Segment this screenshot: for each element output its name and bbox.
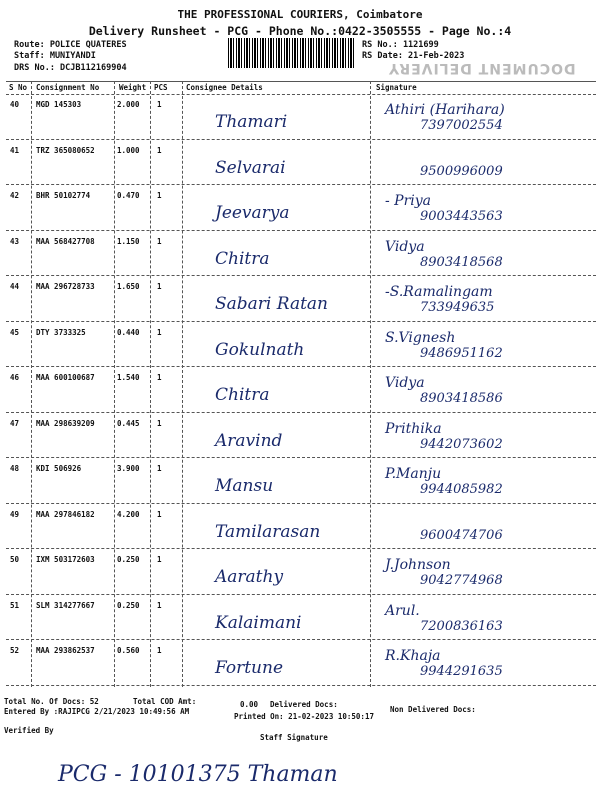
row-weight: 3.900 — [117, 464, 140, 473]
row-sno: 45 — [10, 327, 20, 337]
entered-by: Entered By :RAJIPCG 2/21/2023 10:49:56 AM — [4, 707, 190, 716]
row-divider — [6, 139, 596, 140]
row-weight: 4.200 — [117, 509, 140, 519]
row-weight: 1.650 — [117, 282, 140, 291]
row-signature-handwriting: Vidya — [385, 375, 425, 391]
row-consignment-no: IXM 503172603 — [36, 555, 95, 564]
barcode — [228, 38, 354, 68]
row-divider — [6, 412, 596, 413]
row-phone-handwriting: 733949635 — [420, 300, 495, 315]
row-divider — [6, 639, 596, 640]
row-consignment-no: DTY 3733325 — [36, 327, 86, 337]
row-divider — [6, 457, 596, 458]
row-divider — [6, 503, 596, 504]
row-weight: 1.000 — [117, 145, 140, 155]
row-phone-handwriting: 9042774968 — [420, 573, 503, 588]
row-consignee-handwriting: Selvarai — [215, 157, 286, 178]
row-consignee-handwriting: Kalaimani — [215, 612, 302, 633]
total-docs: Total No. Of Docs: 52 — [4, 697, 99, 706]
total-cod-label: Total COD Amt: — [133, 697, 197, 706]
row-pcs: 1 — [157, 600, 162, 610]
row-sno: 41 — [10, 145, 20, 155]
row-phone-handwriting: 9944085982 — [420, 482, 503, 497]
row-pcs: 1 — [157, 464, 162, 473]
row-signature-handwriting: J.Johnson — [385, 557, 451, 573]
row-consignee-handwriting: Tamilarasan — [215, 521, 321, 542]
drs-number: DRS No.: DCJB112169904 — [14, 63, 127, 73]
row-consignee-handwriting: Thamari — [215, 112, 288, 132]
row-sno: 40 — [10, 100, 20, 109]
row-signature-handwriting: Athiri (Harihara) — [385, 102, 505, 118]
row-consignment-no: KDI 506926 — [36, 464, 82, 473]
row-sno: 51 — [10, 600, 20, 610]
row-consignment-no: MAA 293862537 — [36, 646, 95, 655]
row-pcs: 1 — [157, 373, 162, 382]
route-label: Route: POLICE QUATERES — [14, 40, 127, 50]
row-sno: 48 — [10, 464, 20, 473]
col-weight: Weight — [119, 83, 147, 92]
row-phone-handwriting: 8903418568 — [420, 254, 503, 270]
row-consignee-handwriting: Chitra — [215, 385, 270, 405]
handwritten-note: PCG - 10101375 Thaman — [58, 762, 338, 787]
row-weight: 1.540 — [117, 373, 140, 382]
col-signature: Signature — [376, 83, 417, 92]
total-cod-value: 0.00 — [240, 700, 259, 709]
staff-signature-label: Staff Signature — [260, 733, 328, 742]
rs-number: RS No.: 1121699 — [362, 40, 439, 50]
staff-label: Staff: MUNIYANDI — [14, 51, 96, 61]
row-phone-handwriting: 9486951162 — [420, 345, 503, 361]
row-pcs: 1 — [157, 646, 162, 655]
row-phone-handwriting: 9600474706 — [420, 527, 503, 543]
row-signature-handwriting: Arul. — [385, 602, 420, 619]
rs-date: RS Date: 21-Feb-2023 — [362, 51, 465, 61]
row-signature-handwriting: -S.Ramalingam — [385, 284, 493, 300]
document-title: THE PROFESSIONAL COURIERS, Coimbatore — [177, 8, 423, 21]
row-divider — [6, 594, 596, 595]
row-weight: 1.150 — [117, 236, 140, 246]
row-consignee-handwriting: Chitra — [215, 248, 270, 269]
row-weight: 0.470 — [117, 191, 140, 200]
row-phone-handwriting: 9442073602 — [420, 436, 503, 452]
row-sno: 46 — [10, 373, 20, 382]
row-weight: 0.445 — [117, 418, 140, 428]
row-signature-handwriting: Vidya — [385, 238, 425, 255]
col-consignee: Consignee Details — [186, 83, 263, 92]
row-consignee-handwriting: Fortune — [215, 658, 284, 678]
row-consignee-handwriting: Sabari Ratan — [215, 294, 329, 314]
row-consignee-handwriting: Aarathy — [215, 567, 284, 587]
row-weight: 0.250 — [117, 600, 140, 610]
row-pcs: 1 — [157, 555, 162, 564]
row-weight: 2.000 — [117, 100, 140, 109]
row-sno: 50 — [10, 555, 20, 564]
delivery-stamp: DOCUMENT DELIVERY — [388, 60, 576, 76]
row-signature-handwriting: S.Vignesh — [385, 329, 456, 346]
row-weight: 0.250 — [117, 555, 140, 564]
row-divider — [6, 548, 596, 549]
row-phone-handwriting: 7200836163 — [420, 618, 503, 634]
row-weight: 0.560 — [117, 646, 140, 655]
row-consignment-no: MAA 296728733 — [36, 282, 95, 291]
row-phone-handwriting: 8903418586 — [420, 391, 503, 406]
row-consignee-handwriting: Gokulnath — [215, 339, 305, 360]
row-signature-handwriting: R.Khaja — [385, 648, 441, 664]
row-phone-handwriting: 9500996009 — [420, 163, 503, 179]
row-sno: 52 — [10, 646, 20, 655]
row-divider — [6, 184, 596, 185]
row-signature-handwriting: P.Manju — [385, 466, 442, 482]
row-pcs: 1 — [157, 191, 162, 200]
row-phone-handwriting: 7397002554 — [420, 118, 503, 133]
row-divider — [6, 275, 596, 276]
col-sno: S No — [9, 83, 28, 92]
row-divider — [6, 366, 596, 367]
row-sno: 42 — [10, 191, 20, 200]
delivered-docs: Delivered Docs: — [270, 700, 338, 709]
row-consignment-no: MGD 145303 — [36, 100, 82, 109]
row-consignment-no: MAA 600100687 — [36, 373, 95, 382]
row-sno: 47 — [10, 418, 20, 428]
row-consignment-no: TRZ 365080652 — [36, 145, 95, 155]
row-sno: 44 — [10, 282, 20, 291]
row-sno: 49 — [10, 509, 20, 519]
row-pcs: 1 — [157, 327, 162, 337]
row-consignee-handwriting: Jeevarya — [215, 203, 290, 223]
verified-by: Verified By — [4, 726, 54, 735]
row-pcs: 1 — [157, 145, 162, 155]
row-consignee-handwriting: Mansu — [215, 476, 274, 496]
row-consignment-no: MAA 297846182 — [36, 509, 95, 519]
row-divider — [6, 685, 596, 686]
row-signature-handwriting: Prithika — [385, 420, 442, 437]
row-consignment-no: SLM 314277667 — [36, 600, 95, 610]
printed-on: Printed On: 21-02-2023 10:50:17 — [234, 712, 374, 721]
col-consignment: Consignment No — [36, 83, 100, 92]
table-header — [6, 82, 596, 94]
row-consignment-no: BHR 50102774 — [36, 191, 91, 200]
row-pcs: 1 — [157, 100, 162, 109]
row-pcs: 1 — [157, 418, 162, 428]
row-pcs: 1 — [157, 282, 162, 291]
document-subtitle: Delivery Runsheet - PCG - Phone No.:0422-3505555 - Page No.:4 — [88, 24, 512, 38]
row-divider — [6, 321, 596, 322]
non-delivered-docs: Non Delivered Docs: — [390, 705, 476, 714]
row-consignee-handwriting: Aravind — [215, 430, 283, 451]
row-consignment-no: MAA 298639209 — [36, 418, 95, 428]
row-phone-handwriting: 9944291635 — [420, 664, 503, 679]
row-consignment-no: MAA 568427708 — [36, 236, 95, 246]
row-phone-handwriting: 9003443563 — [420, 209, 503, 224]
row-pcs: 1 — [157, 509, 162, 519]
row-signature-handwriting: - Priya — [385, 193, 432, 209]
col-pcs: PCS — [154, 83, 168, 92]
row-weight: 0.440 — [117, 327, 140, 337]
row-pcs: 1 — [157, 236, 162, 246]
row-sno: 43 — [10, 236, 20, 246]
row-divider — [6, 230, 596, 231]
